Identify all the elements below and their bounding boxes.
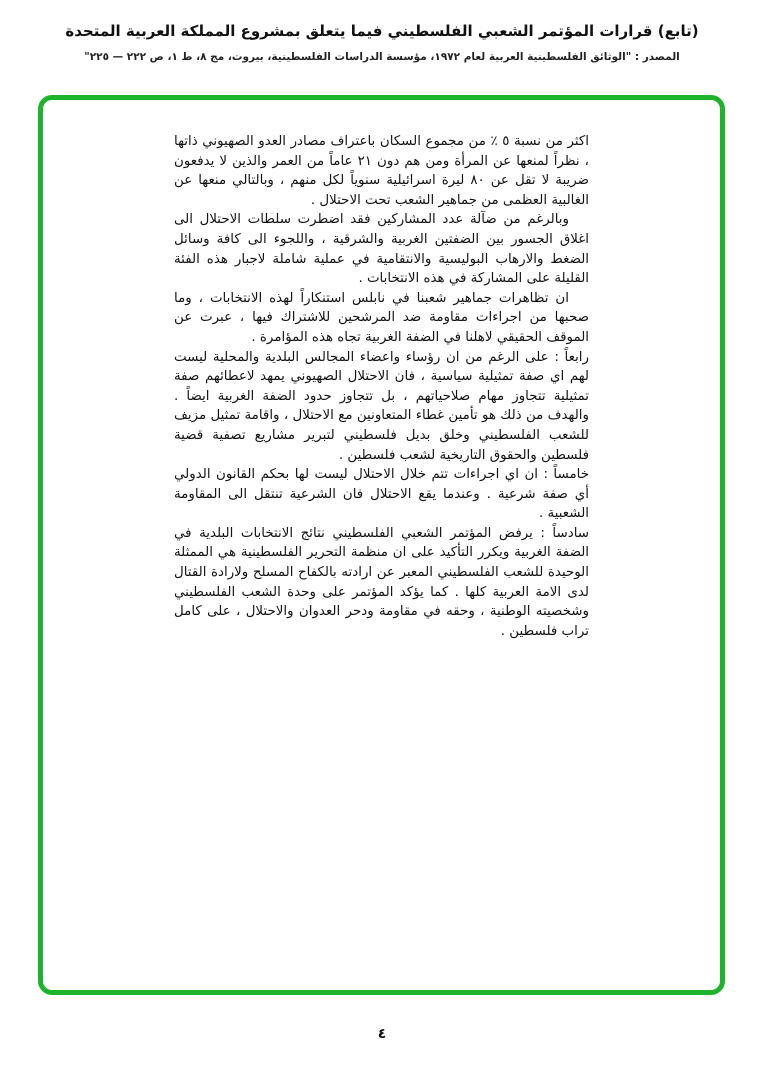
paragraph: وبالرغم من ضآلة عدد المشاركين فقد اضطرت سلطات الاحتلال الى اغلاق الجسور بين الضفتين الغربية والشرقية ، واللجوء الى كافة وسائل الضغط والارهاب البوليسية والانتقامية في عملية شاملة لاجبار هذه الفئة القليلة على المشاركة في هذه الانتخابات . [174, 212, 589, 287]
document-source: المصدر : "الوثائق الفلسطينية العربية لعام ١٩٧٢، مؤسسة الدراسات الفلسطينية، بيروت، مج ٨، ط ١، ص ٢٢٢ — ٢٢٥" [84, 51, 680, 63]
document-title: (تابع) قرارات المؤتمر الشعبي الفلسطيني فيما يتعلق بمشروع المملكة العربية المتحدة [65, 22, 699, 40]
green-frame [38, 95, 725, 995]
paragraph-clause-five: خامساً : ان اي اجراءات تتم خلال الاحتلال ليست لها بحكم القانون الدولي أي صفة شرعية . وعندما يقع الاحتلال فان الشرعية تنتقل الى المقاومة الشعبية . [174, 467, 589, 522]
page-number: ٤ [377, 1026, 387, 1042]
paragraph-clause-four: رابعاً : على الرغم من ان رؤساء واعضاء المجالس البلدية والمحلية ليست لهم اي صفة تمثيلية سياسية ، فان الاحتلال الصهيوني يمهد لاعطائهم صفة تمثيلية تتجاوز مهام صلاحياتهم ، بل تتجاوز حدود الضفة الغربية ايضاً . والهدف من ذلك هو تأمين غطاء المتعاونين مع الاحتلال ، واقامة تمثيل مزيف للشعب الفلسطيني وخلق بديل فلسطيني لتبرير مشاريع تصفية قضية فلسطين والحقوق التاريخية لشعب فلسطين . [174, 349, 589, 463]
body-text [174, 132, 589, 641]
paragraph: ان تظاهرات جماهير شعبنا في نابلس استنكاراً لهذه الانتخابات ، وما صحبها من اجراءات مقاومة ضد المرشحين للاشتراك فيها ، عبرت عن الموقف الحقيقي لاهلنا في الضفة الغربية تجاه هذه المؤامرة . [174, 290, 589, 345]
paragraph-continuation: اكثر من نسبة ٥ ٪ من مجموع السكان باعتراف مصادر العدو الصهيوني ذاتها ، نظراً لمنعها عن المرأة ومن هم دون ٢١ عاماً من العمر والذين لا يدفعون ضريبة لا تقل عن ٨٠ ليرة اسرائيلية سنوياً لكل منهم ، وبالتالي منعها عن الغالبية العظمى من جماهير الشعب تحت الاحتلال . [174, 134, 590, 208]
paragraph-clause-six: سادساً : يرفض المؤتمر الشعبي الفلسطيني نتائج الانتخابات البلدية في الضفة الغربية ويكرر التأكيد على ان منظمة التحرير الفلسطينية هي الممثلة الوحيدة للشعب الفلسطيني المعبر عن ارادته بالكفاح المسلح ولارادة القتال لدى الامة العربية كلها . كما يؤكد المؤتمر على وحدة الشعب الفلسطيني وشخصيته الوطنية ، وحقه في مقاومة ودحر العدوان والاحتلال ، على كامل تراب فلسطين . [174, 525, 589, 639]
